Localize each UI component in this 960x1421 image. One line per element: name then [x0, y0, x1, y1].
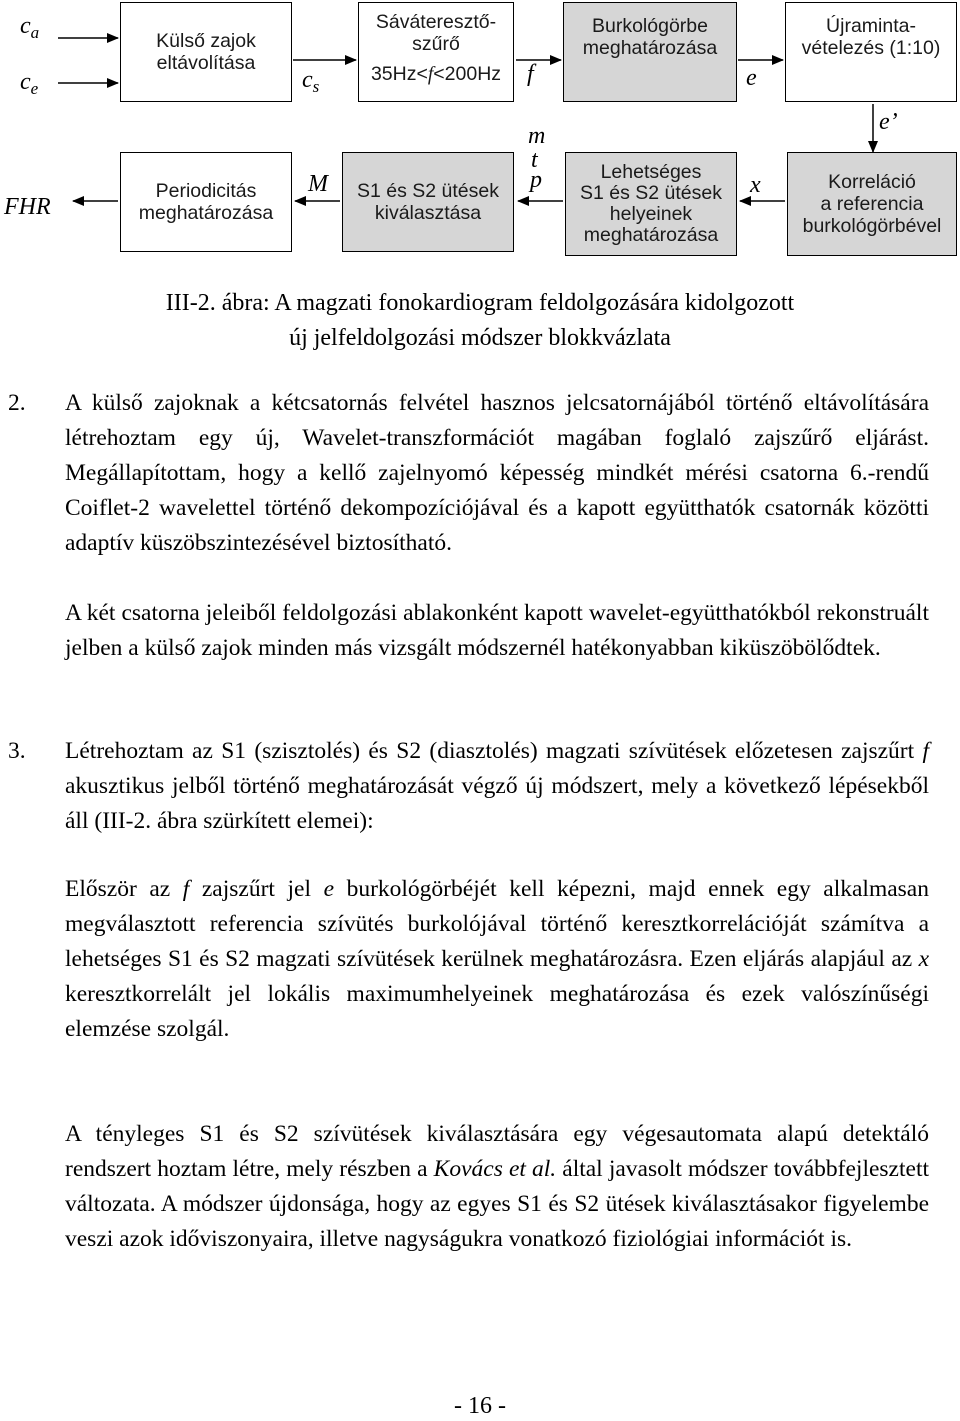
box-savatereszto: Sáváteresztő- szűrő 35Hz<f<200Hz: [358, 2, 514, 102]
box-korrelacio: Korreláció a referencia burkológörbével: [787, 152, 957, 256]
figure-caption-line-2: új jelfeldolgozási módszer blokkvázlata: [289, 325, 671, 351]
label-x: x: [750, 172, 761, 198]
label-M: M: [308, 171, 328, 197]
box-periodicitas: Periodicitás meghatározása: [120, 152, 292, 252]
page-number: - 16 -: [454, 1393, 506, 1419]
label-c-a: $c_a$: [20, 13, 40, 42]
label-c-s: $c_s$: [302, 67, 320, 96]
figure-caption-line-1: III-2. ábra: A magzati fonokardiogram feldolgozására kidolgozott: [165, 290, 795, 316]
item-3-paragraph-3: A tényleges S1 és S2 szívütések kiválasztására egy végesautomata alapú detektáló rendszert hoztam létre, mely részben a Kovács et al. által javasolt módszer továbbfejlesztett változata. A módszer újdonsága, hogy az egyes S1 és S2 ütések kiválasztásakor figyelembe veszi azok időviszonyaira, illetve nagyságukra vonatkozó fiziológiai információt is.: [65, 1121, 930, 1252]
box-s1s2-kivalasztas: S1 és S2 ütések kiválasztása: [342, 152, 514, 252]
label-e: e: [746, 65, 757, 91]
label-t: t: [531, 147, 538, 173]
item-2-paragraph-1: 2. A külső zajoknak a kétcsatornás felvétel hasznos jelcsatornájából történő eltávolítására létrehoztam egy új, Wavelet-transzformációt magában foglaló zajszűrő eljárást. Megállapítottam, hogy a kellő zajelnyomó képesség mindkét mérési csatorna 6.-rendű Coiflet-2 wavelettel történő dekompozíciójával és a kapott együtthatók csatornák közötti adaptív küszöbszintezésével biztosítható.: [65, 386, 929, 561]
label-m: m: [528, 123, 546, 149]
item-2-paragraph-2: A két csatorna jeleiből feldolgozási ablakonként kapott wavelet-együtthatókból rekonstruált jelben a külső zajok minden más vizsgált módszernél hatékonyabban kiküszöbölődtek.: [65, 600, 929, 661]
box-ujramintavetelezes: Újraminta- vételezés (1:10): [785, 2, 957, 102]
label-p: p: [530, 167, 542, 193]
savatereszto-range: 35Hz<f<200Hz: [370, 63, 502, 85]
label-e-prime: e’: [879, 109, 898, 135]
item-number: 3.: [8, 738, 26, 764]
block-diagram: [0, 0, 960, 265]
item-number: 2.: [8, 390, 26, 416]
item-3-paragraph-2: Először az f zajszűrt jel e burkológörbéjét kell képezni, majd ennek egy alkalmasan megválasztott referencia szívütés burkolójával történő keresztkorrelációját számítva a lehetséges S1 és S2 magzati szívütések kerülnek meghatározásra. Ezen eljárás alapjául az x keresztkorrelált jel lokális maximumhelyeinek meghatározása és ezek valószínűségi elemzése szolgál.: [65, 876, 929, 1042]
label-f: f: [527, 61, 534, 87]
box-lehetseges: Lehetséges S1 és S2 ütések helyeinek meghatározása: [565, 152, 737, 256]
label-c-e: $c_e$: [20, 69, 39, 98]
label-fhr: FHR: [4, 194, 51, 220]
box-kulso-zajok: Külső zajok eltávolítása: [120, 2, 292, 102]
item-3-paragraph-1: 3. Létrehoztam az S1 (szisztolés) és S2 (diasztolés) magzati szívütések előzetesen zajszűrt f akusztikus jelből történő meghatározását végző új módszert, mely a következő lépésekből áll (III-2. ábra szürkített elemei):: [65, 734, 929, 839]
box-burkologorbe: Burkológörbe meghatározása: [563, 2, 737, 102]
